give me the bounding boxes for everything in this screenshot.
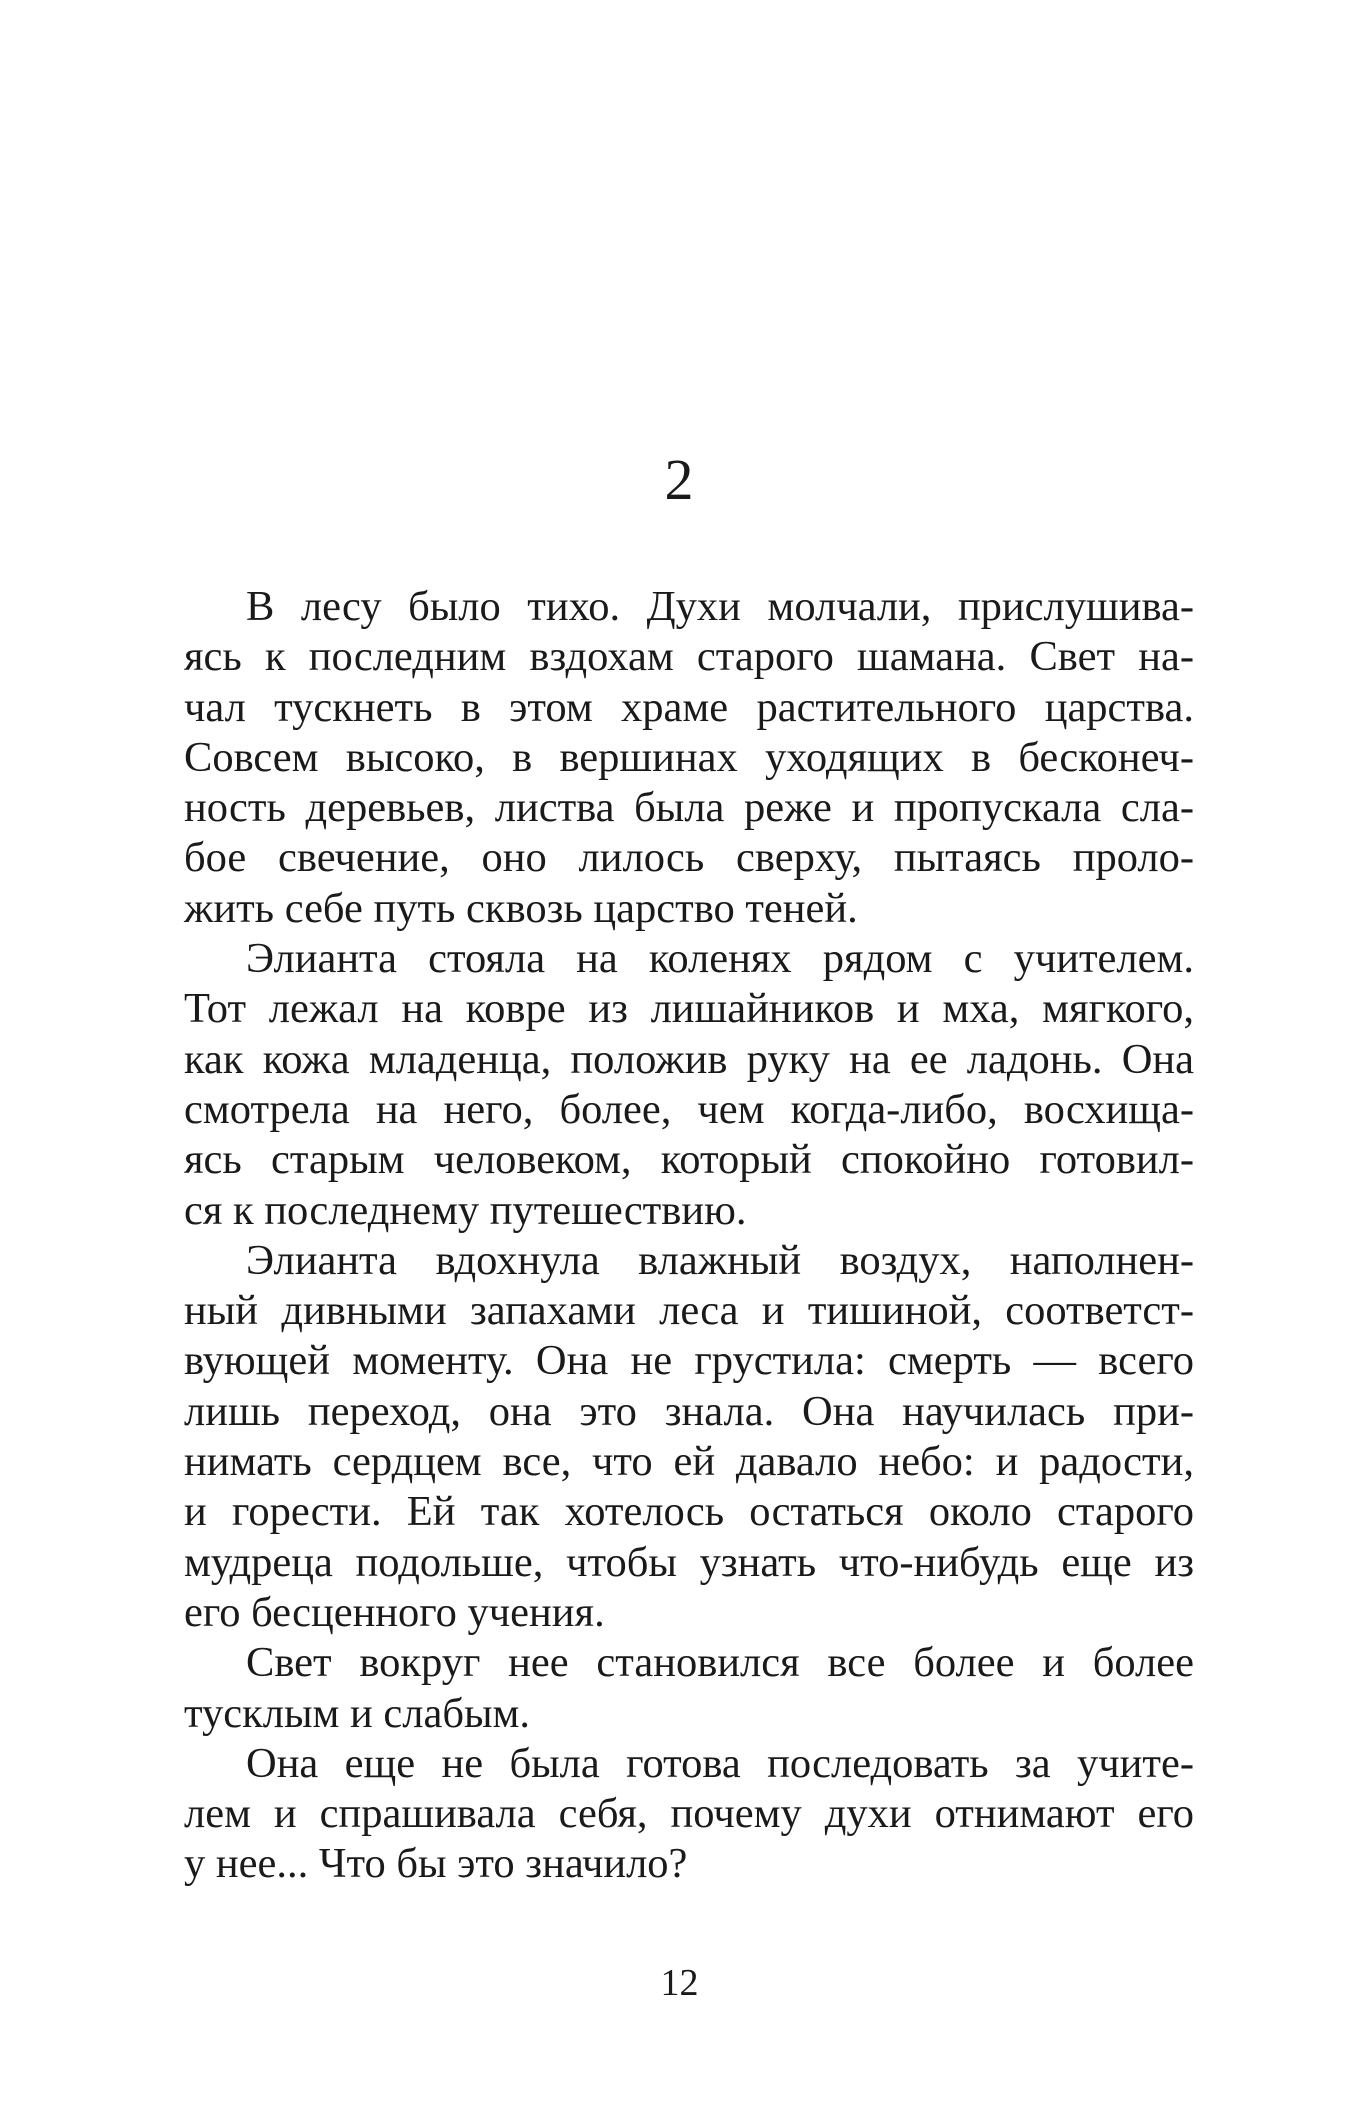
- paragraph-2: [184, 934, 1194, 1236]
- paragraph-1: [184, 582, 1194, 934]
- text-line: ность деревьев, листва была реже и пропускала сла-: [184, 784, 1194, 832]
- text-line: и горести. Ей так хотелось остаться около старого: [184, 1488, 1194, 1536]
- text-line: Элианта вдохнула влажный воздух, наполнен-: [246, 1236, 1194, 1284]
- paragraph-3: [184, 1236, 1194, 1638]
- text-line: его бесценного учения.: [184, 1588, 605, 1636]
- text-line: мудреца подольше, чтобы узнать что-нибудь еще из: [184, 1538, 1194, 1586]
- text-line: лем и спрашивала себя, почему духи отнимают его: [184, 1790, 1194, 1838]
- chapter-body: [184, 582, 1194, 1890]
- text-line: как кожа младенца, положив руку на ее ладонь. Она: [184, 1035, 1194, 1083]
- text-line: ный дивными запахами леса и тишиной, соответст-: [184, 1287, 1194, 1335]
- paragraph-5: [184, 1739, 1194, 1890]
- text-line: ясь старым человеком, который спокойно готовил-: [184, 1136, 1194, 1184]
- text-line: смотрела на него, более, чем когда-либо, восхища-: [184, 1085, 1194, 1133]
- text-line: лишь переход, она это знала. Она научилась при-: [184, 1387, 1194, 1435]
- text-line: В лесу было тихо. Духи молчали, прислушива-: [246, 583, 1194, 630]
- text-line: Она еще не была готова последовать за учите-: [246, 1739, 1194, 1787]
- text-line: ся к последнему путешествию.: [184, 1186, 747, 1234]
- chapter-number: 2: [664, 447, 695, 512]
- paragraph-4: [184, 1638, 1194, 1739]
- text-line: у нее... Что бы это значило?: [184, 1840, 688, 1888]
- text-line: вующей моменту. Она не грустила: смерть — всего: [184, 1337, 1194, 1385]
- text-line: жить себе путь сквозь царство теней.: [184, 884, 858, 932]
- text-line: Тот лежал на ковре из лишайников и мха, мягкого,: [184, 985, 1194, 1033]
- text-line: бое свечение, оно лилось сверху, пытаясь проло-: [184, 834, 1194, 882]
- text-line: Свет вокруг нее становился все более и более: [246, 1639, 1194, 1687]
- text-line: ясь к последним вздохам старого шамана. Свет на-: [184, 633, 1194, 681]
- text-line: нимать сердцем все, что ей давало небо: и радости,: [184, 1438, 1194, 1486]
- text-line: Совсем высоко, в вершинах уходящих в бесконеч-: [184, 733, 1194, 781]
- text-line: тусклым и слабым.: [184, 1689, 531, 1737]
- text-line: Элианта стояла на коленях рядом с учителем.: [246, 935, 1194, 983]
- text-line: чал тускнеть в этом храме растительного царства.: [184, 683, 1194, 731]
- page-number: 12: [660, 1962, 699, 2004]
